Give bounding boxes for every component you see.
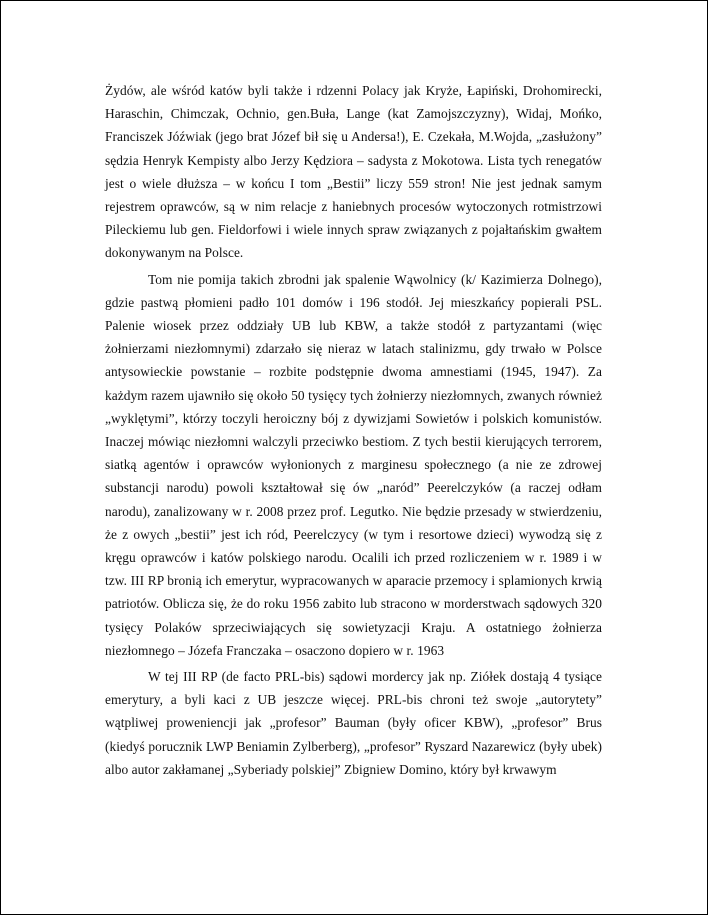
paragraph-1: Żydów, ale wśród katów byli także i rdzenni Polacy jak Kryże, Łapiński, Drohomirecki, Haraschin, Chimczak, Ochnio, gen.Buła, Lange (kat Zamojszczyzny), Widaj, Mońko, Franciszek Jóźwiak (jego brat Józef bił się u Andersa!), E. Czekała, M.Wojda, „zasłużony” sędzia Henryk Kempisty albo Jerzy Kędziora – sadysta z Mokotowa. Lista tych renegatów jest o wiele dłuższa – w końcu I tom „Bestii” liczy 559 stron! Nie jest jednak samym rejestrem oprawców, są w nim relacje z haniebnych procesów wytoczonych rotmistrzowi Pileckiemu lub gen. Fieldorfowi i wiele innych spraw związanych z pojałtańskim gwałtem dokonywanym na Polsce. xyxy=(105,83,602,261)
document-body xyxy=(105,79,602,784)
paragraph-2: Tom nie pomija takich zbrodni jak spalenie Wąwolnicy (k/ Kazimierza Dolnego), gdzie pastwą płomieni padło 101 domów i 196 stodół. Jej mieszkańcy popierali PSL. Palenie wiosek przez oddziały UB lub KBW, a także stodół z partyzantami (więc żołnierzami niezłomnymi) zdarzało się nieraz w latach stalinizmu, gdy trwało w Polsce antysowieckie powstanie – rozbite podstępnie dwoma amnestiami (1945, 1947). Za każdym razem ujawniło się około 50 tysięcy tych żołnierzy niezłomnych, zwanych również „wyklętymi”, którzy toczyli heroiczny bój z dywizjami Sowietów i polskich komunistów. Inaczej mówiąc niezłomni walczyli przeciwko bestiom. Z tych bestii kierujących terrorem, siatką agentów i oprawców wyłonionych z marginesu społecznego (a nie ze zdrowej substancji narodu) powoli kształtował się ów „naród” Peerelczyków (a raczej odłam narodu), zanalizowany w r. 2008 przez prof. Legutko. Nie będzie przesady w stwierdzeniu, że z owych „bestii” jest ich ród, Peerelczycy (w tym i resortowe dzieci) wywodzą się z kręgu oprawców i katów polskiego narodu. Ocalili ich przed rozliczeniem w r. 1989 i w tzw. III RP bronią ich emerytur, wypracowanych w aparacie przemocy i splamionych krwią patriotów. Oblicza się, że do roku 1956 zabito lub stracono w morderstwach sądowych 320 tysięcy Polaków sprzeciwiających się sowietyzacji Kraju. A ostatniego żołnierza niezłomnego – Józefa Franczaka – osaczono dopiero w r. 1963 xyxy=(105,271,602,658)
paragraph-3: W tej III RP (de facto PRL-bis) sądowi mordercy jak np. Ziółek dostają 4 tysiące emerytury, a byli kaci z UB jeszcze więcej. PRL-bis chroni też swoje „autorytety” wątpliwej proweniencji jak „profesor” Bauman (były oficer KBW), „profesor” Brus (kiedyś porucznik LWP Beniamin Zylberberg), „profesor” Ryszard Nazarewicz (były ubek) albo autor zakłamanej „Syberiady polskiej” Zbigniew Domino, który był krwawym xyxy=(105,669,602,777)
